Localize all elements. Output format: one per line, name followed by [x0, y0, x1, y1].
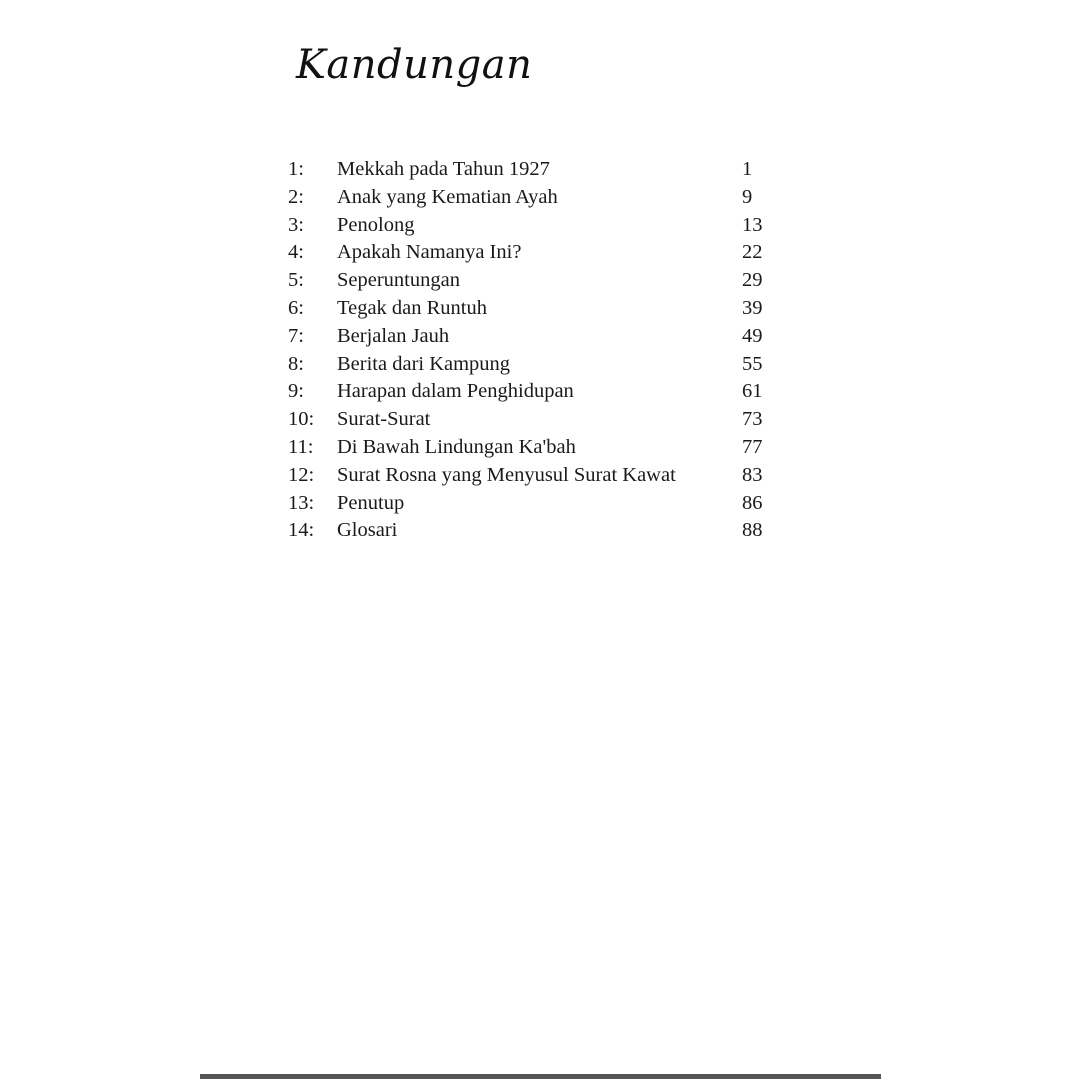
toc-entry-page: 77	[742, 435, 763, 458]
toc-entry-number: 4:	[288, 241, 304, 264]
toc-entry-title: Surat-Surat	[337, 408, 431, 431]
toc-entry-title: Glosari	[337, 519, 398, 542]
toc-entry-title: Penutup	[337, 491, 405, 514]
toc-entry	[288, 325, 778, 353]
toc-entry	[288, 353, 778, 381]
toc-entry-number: 10:	[288, 408, 315, 431]
toc-entry-page: 13	[742, 213, 763, 236]
toc-entry-number: 6:	[288, 296, 304, 319]
toc-entry	[288, 492, 778, 520]
toc-entry	[288, 297, 778, 325]
toc-entry-title: Tegak dan Runtuh	[337, 296, 488, 319]
toc-entry	[288, 186, 778, 214]
page-title: Kandungan	[296, 42, 533, 88]
toc-entry-page: 55	[742, 352, 763, 375]
toc-entry	[288, 519, 778, 547]
toc-entry	[288, 269, 778, 297]
toc-entry-page: 73	[742, 408, 763, 431]
toc-entry-number: 9:	[288, 380, 304, 403]
toc-entry-title: Seperuntungan	[337, 269, 460, 292]
toc-entry-page: 49	[742, 324, 763, 347]
toc-entry-page: 88	[742, 519, 763, 542]
toc-entry-number: 12:	[288, 463, 315, 486]
toc-entry-number: 14:	[288, 519, 315, 542]
toc-entry-page: 86	[742, 491, 763, 514]
toc-entry-number: 1:	[288, 158, 304, 180]
toc-entry-page: 61	[742, 380, 763, 403]
bottom-rule	[200, 1074, 881, 1079]
toc-entry-page: 29	[742, 269, 763, 292]
toc-entry-title: Harapan dalam Penghidupan	[337, 380, 574, 403]
toc-entry-number: 3:	[288, 213, 304, 236]
toc-entry-number: 5:	[288, 269, 304, 292]
toc-entry-title: Berjalan Jauh	[337, 324, 450, 347]
toc-entry-page: 83	[742, 463, 763, 486]
toc-entry	[288, 408, 778, 436]
toc-entry	[288, 436, 778, 464]
toc-entry-number: 11:	[288, 435, 314, 458]
toc-entry-number: 13:	[288, 491, 315, 514]
toc-entry-title: Anak yang Kematian Ayah	[337, 185, 558, 208]
toc-entry-number: 2:	[288, 185, 304, 208]
toc-entry-title: Penolong	[337, 213, 415, 236]
toc-entry-page: 22	[742, 241, 763, 264]
toc-entry	[288, 214, 778, 242]
table-of-contents	[288, 158, 778, 547]
toc-entry-number: 7:	[288, 324, 304, 347]
toc-entry	[288, 464, 778, 492]
toc-entry-title: Berita dari Kampung	[337, 352, 511, 375]
toc-entry-page: 9	[742, 185, 753, 208]
toc-entry	[288, 380, 778, 408]
toc-entry-page: 1	[742, 158, 753, 180]
toc-entry-title: Apakah Namanya Ini?	[337, 241, 522, 264]
toc-entry	[288, 241, 778, 269]
toc-entry	[288, 158, 778, 186]
toc-entry-number: 8:	[288, 352, 304, 375]
toc-entry-page: 39	[742, 296, 763, 319]
toc-entry-title: Mekkah pada Tahun 1927	[337, 158, 550, 180]
toc-entry-title: Di Bawah Lindungan Ka'bah	[337, 435, 576, 458]
toc-entry-title: Surat Rosna yang Menyusul Surat Kawat	[337, 463, 676, 486]
